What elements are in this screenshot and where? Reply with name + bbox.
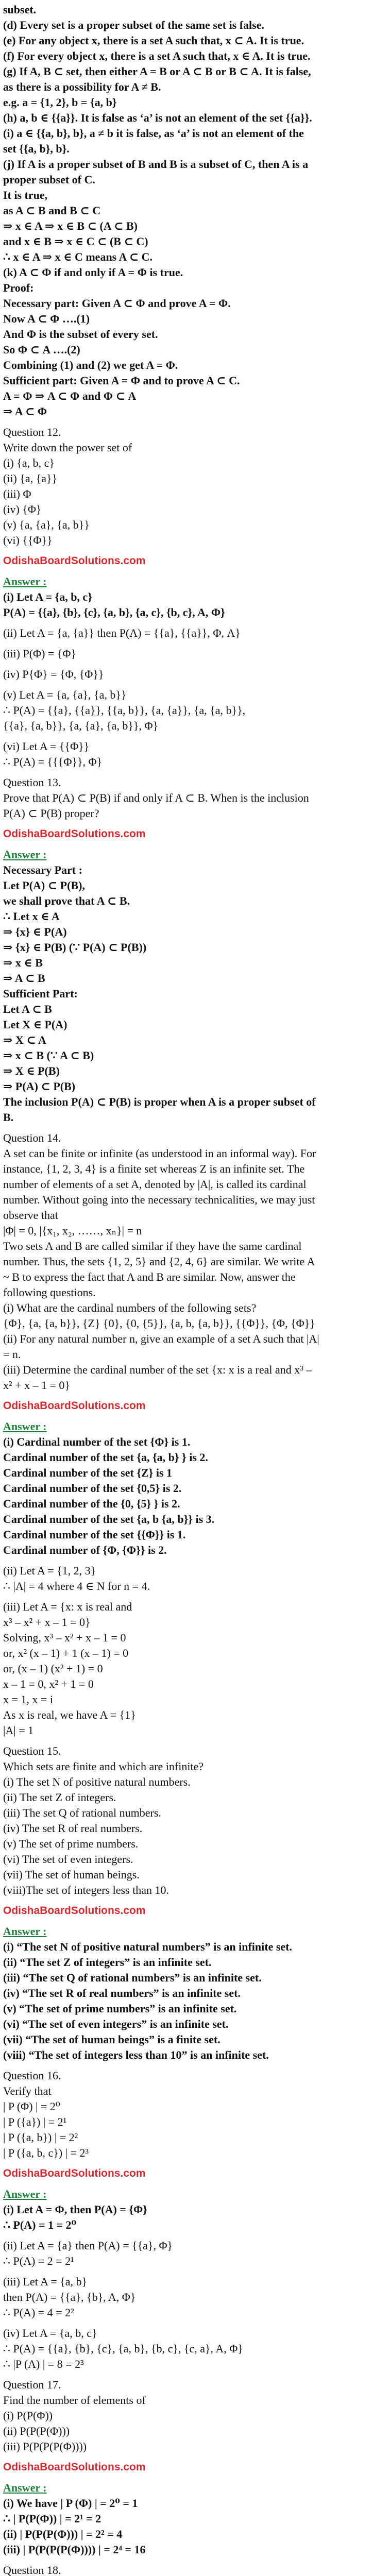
site-link[interactable]: OdishaBoardSolutions.com — [3, 828, 146, 840]
spacer — [3, 1594, 370, 1599]
answer-text-line: So Φ ⊂ A ….(2) — [3, 343, 80, 356]
question-text-line: Find the number of elements of — [3, 2394, 146, 2406]
question-text-line: Prove that P(A) ⊂ P(B) if and only if A ⊂ B. When is the inclusion — [3, 791, 309, 804]
question-text-line: ∴ P(A) = {{a}, {{a}}, {{a, b}}, {a, {a}}, {a, {a, b}}, — [3, 704, 246, 717]
question-text-line: ∴ |P (A) | = 8 = 2³ — [3, 2358, 84, 2370]
question-text-line: ∴ P(A) = {{{Φ}}, Φ} — [3, 755, 103, 768]
question-text-line: Question 17. — [3, 2378, 61, 2391]
answer-text-line: Let X ∈ P(A) — [3, 1018, 67, 1031]
question-text-line: x = 1, x = i — [3, 1693, 53, 1706]
question-text-line: (iv) Let A = {a, b, c} — [3, 2327, 97, 2340]
answer-text-line: Cardinal number of {Φ, {Φ}} is 2. — [3, 1544, 167, 1556]
spacer — [3, 1393, 370, 1398]
question-text-line: (vii) The set of human beings. — [3, 1868, 140, 1881]
question-text-line: (vi) The set of even integers. — [3, 1853, 133, 1866]
spacer — [3, 2557, 370, 2563]
question-text-line: Write down the power set of — [3, 441, 132, 454]
answer-text-line: ⇒ {x} ∈ P(B) (∵ P(A) ⊂ P(B)) — [3, 941, 147, 954]
spacer — [3, 2181, 370, 2187]
spacer — [3, 548, 370, 553]
answer-text-line: ⇒ x ∈ B — [3, 956, 43, 969]
answer-text-line: Sufficient part: Given A = Φ and to prove A ⊂ C. — [3, 374, 240, 387]
question-text-line: ~ B to express the fact that A and B are similar. Now, answer the — [3, 1270, 296, 1283]
question-text-line: |Φ| = 0, |{x₁, x₂, ……, xₙ}| = n — [3, 1224, 142, 1237]
answer-text-line: (i) Cardinal number of the set {Φ} is 1. — [3, 1435, 191, 1448]
answer-label: Answer : — [3, 1420, 47, 1433]
answer-label: Answer : — [3, 575, 47, 588]
question-text-line: (iv) {Φ} — [3, 503, 42, 516]
question-text-line: (iv) The set R of real numbers. — [3, 1822, 143, 1835]
question-text-line: instance, {1, 2, 3, 4} is a finite set whereas Z is an infinite set. The — [3, 1162, 305, 1175]
answer-text-line: ⇒ x ∈ A ⇒ x ∈ B ⊂ (A ⊂ B) — [3, 219, 138, 232]
question-text-line: |A| = 1 — [3, 1724, 34, 1737]
answer-label: Answer : — [3, 1925, 47, 1938]
answer-label: Answer : — [3, 2188, 47, 2200]
answer-text-line: B. — [3, 1111, 14, 1124]
question-text-line: Two sets A and B are called similar if they have the same cardinal — [3, 1240, 302, 1252]
site-link[interactable]: OdishaBoardSolutions.com — [3, 2167, 146, 2179]
question-text-line: ∴ P(A) = 2 = 2¹ — [3, 2255, 74, 2267]
spacer — [3, 2372, 370, 2377]
question-text-line: {{a}, {a, b}}, {a, {a}, {a, b}}, Φ} — [3, 719, 159, 732]
answer-text-line: subset. — [3, 3, 37, 16]
answer-text-line: Let P(A) ⊂ P(B), — [3, 879, 85, 892]
site-link[interactable]: OdishaBoardSolutions.com — [3, 1905, 146, 1917]
question-text-line: (iii) The set Q of rational numbers. — [3, 1806, 161, 1819]
answer-text-line: as there is a possibility for A ≠ B. — [3, 80, 161, 93]
question-text-line: Question 12. — [3, 426, 61, 438]
spacer — [3, 821, 370, 826]
question-text-line: (vi) {{Φ}} — [3, 534, 53, 547]
question-text-line: (v) The set of prime numbers. — [3, 1837, 139, 1850]
answer-text-line: (d) Every set is a proper subset of the same set is false. — [3, 19, 264, 31]
answer-text-line: e.g. a = {1, 2}, b = {a, b} — [3, 96, 117, 109]
question-text-line: (i) The set N of positive natural numbers. — [3, 1775, 191, 1788]
answer-text-line: (i) Let A = {a, b, c} — [3, 590, 92, 603]
question-text-line: x³ – x² + x – 1 = 0} — [3, 1616, 91, 1629]
question-text-line: ∴ P(A) = 4 = 2² — [3, 2306, 74, 2319]
question-text-line: (ii) Let A = {a} then P(A) = {{a}, Φ} — [3, 2239, 173, 2252]
question-text-line: (v) {a, {a}, {a, b}} — [3, 518, 90, 531]
answer-text-line: Cardinal number of the set {0,5} is 2. — [3, 1482, 182, 1495]
answer-text-line: And Φ is the subset of every set. — [3, 328, 158, 341]
answer-text-line: Combining (1) and (2) we get A = Φ. — [3, 359, 178, 371]
answer-text-line: (f) For every object x, there is a set A such that, x ∈ A. It is true. — [3, 49, 311, 62]
question-text-line: P(A) ⊂ P(B) proper? — [3, 807, 99, 820]
question-text-line: (iii) P(Φ) = {Φ} — [3, 647, 77, 660]
question-text-line: (ii) Let A = {a, {a}} then P(A) = {{a}, {{a}}, Φ, A} — [3, 626, 241, 639]
answer-text-line: Let A ⊂ B — [3, 1003, 52, 1015]
question-text-line: x² + x – 1 = 0} — [3, 1379, 70, 1392]
question-text-line: | P (Φ) | = 2⁰ — [3, 2100, 60, 2113]
answer-text-line: It is true, — [3, 189, 48, 201]
spacer — [3, 1919, 370, 1924]
answer-text-line: (iv) “The set R of real numbers” is an infinite set. — [3, 1987, 241, 1999]
spacer — [3, 2269, 370, 2274]
answer-text-line: (ii) “The set Z of integers” is an infinite set. — [3, 1956, 212, 1969]
question-text-line: ∴ |A| = 4 where 4 ∈ N for n = 4. — [3, 1580, 150, 1592]
answer-text-line: (i) “The set N of positive natural numbers” is an infinite set. — [3, 1940, 292, 1953]
question-text-line: x – 1 = 0, x² + 1 = 0 — [3, 1677, 94, 1690]
answer-text-line: proper subset of C. — [3, 173, 95, 186]
question-text-line: Solving, x³ – x² + x – 1 = 0 — [3, 1631, 126, 1644]
question-text-line: (ii) For any natural number n, give an example of a set A such that |A| — [3, 1332, 319, 1345]
answer-text-line: ⇒ P(A) ⊂ P(B) — [3, 1080, 76, 1093]
answer-text-line: The inclusion P(A) ⊂ P(B) is proper when A is a proper subset of — [3, 1095, 316, 1108]
answer-text-line: (g) If A, B ⊂ set, then either A = B or A ⊂ B or B ⊂ A. It is false, — [3, 65, 311, 78]
question-text-line: A set can be finite or infinite (as understood in an informal way). For — [3, 1147, 316, 1160]
question-text-line: (iii) Determine the cardinal number of the set {x: x is a real and x³ – — [3, 1363, 312, 1376]
question-text-line: ∴ P(A) = {{a}, {b}, {c}, {a, b}, {b, c}, {c, a}, A, Φ} — [3, 2342, 243, 2355]
spacer — [3, 842, 370, 847]
spacer — [3, 1558, 370, 1563]
answer-text-line: (i) We have | P (Φ) | = 2⁰ = 1 — [3, 2497, 138, 2510]
answer-text-line: ⇒ {x} ∈ P(A) — [3, 925, 67, 938]
question-text-line: (vi) Let A = {{Φ}} — [3, 740, 90, 753]
answer-text-line: set {{a, b}, b}. — [3, 142, 70, 155]
question-text-line: (viii)The set of integers less than 10. — [3, 1884, 169, 1896]
spacer — [3, 641, 370, 646]
question-text-line: | P ({a, b}) | = 2² — [3, 2131, 78, 2144]
answer-text-line: Sufficient Part: — [3, 987, 78, 1000]
answer-label: Answer : — [3, 848, 47, 861]
question-text-line: As x is real, we have A = {1} — [3, 1708, 136, 1721]
site-link[interactable]: OdishaBoardSolutions.com — [3, 555, 146, 567]
question-text-line: | P ({a, b, c}) | = 2³ — [3, 2146, 89, 2159]
answer-text-line: we shall prove that A ⊂ B. — [3, 894, 130, 907]
answer-text-line: Cardinal number of the set {a, {a, b} } is 2. — [3, 1451, 208, 1464]
answer-text-line: ∴ | P(P(Φ)) | = 2¹ = 2 — [3, 2512, 101, 2525]
answer-text-line: ⇒ X ∈ P(B) — [3, 1064, 60, 1077]
spacer — [3, 1125, 370, 1130]
question-text-line: (iii) Let A = {x: x is real and — [3, 1600, 132, 1613]
answer-text-line: (k) A ⊂ Φ if and only if A = Φ is true. — [3, 266, 183, 279]
spacer — [3, 682, 370, 687]
question-text-line: (ii) Let A = {1, 2, 3} — [3, 1564, 96, 1577]
question-text-line: Question 13. — [3, 776, 61, 789]
question-text-line: {Φ}, {a, {a, b}}, {Z} {0}, {0, {5}}, {a, b, {a, b}}, {{Φ}}, {Φ, {Φ}} — [3, 1317, 315, 1330]
answer-text-line: (e) For any object x, there is a set A such that, x ⊂ A. It is true. — [3, 34, 304, 47]
answer-text-line: (j) If A is a proper subset of B and B is a subset of C, then A is a — [3, 158, 309, 171]
answer-text-line: ⇒ A ⊂ Φ — [3, 405, 47, 418]
answer-text-line: Cardinal number of the set {Z} is 1 — [3, 1466, 173, 1479]
question-text-line: number. Without going into the necessary technicalities, we may just — [3, 1193, 315, 1206]
spacer — [3, 734, 370, 739]
answer-text-line: Proof: — [3, 281, 34, 294]
spacer — [3, 2475, 370, 2480]
answer-text-line: as A ⊂ B and B ⊂ C — [3, 204, 101, 217]
question-text-line: or, (x – 1) (x² + 1) = 0 — [3, 1662, 103, 1675]
answer-text-line: and x ∈ B ⇒ x ∈ C ⊂ (B ⊂ C) — [3, 235, 148, 248]
answer-text-line: (vii) “The set of human beings” is a finite set. — [3, 2033, 221, 2046]
answer-text-line: A = Φ ⇒ A ⊂ Φ and Φ ⊂ A — [3, 389, 137, 402]
question-text-line: (v) Let A = {a, {a}, {a, b}} — [3, 688, 127, 701]
answer-text-line: Necessary part: Given A ⊂ Φ and prove A = Φ. — [3, 297, 231, 310]
question-text-line: or, x² (x – 1) + 1 (x – 1) = 0 — [3, 1647, 129, 1659]
spacer — [3, 770, 370, 775]
site-link[interactable]: OdishaBoardSolutions.com — [3, 1400, 146, 1412]
question-text-line: = n. — [3, 1348, 21, 1361]
answer-text-line: ⇒ A ⊂ B — [3, 972, 45, 985]
answer-text-line: Necessary Part : — [3, 863, 82, 876]
spacer — [3, 1414, 370, 1419]
answer-text-line: (vi) “The set of even integers” is an infinite set. — [3, 2018, 229, 2030]
spacer — [3, 662, 370, 667]
question-text-line: (i) What are the cardinal numbers of the following sets? — [3, 1301, 257, 1314]
question-text-line: number of elements of a set A, denoted by |A|, is called its cardinal — [3, 1178, 307, 1191]
answer-text-line: Cardinal number of the set {{Φ}} is 1. — [3, 1528, 186, 1541]
question-text-line: Question 16. — [3, 2069, 61, 2082]
answer-text-line: (v) “The set of prime numbers” is an infinite set. — [3, 2002, 237, 2015]
answer-text-line: (iii) | P(P(P(P(Φ)))) | = 2⁴ = 16 — [3, 2543, 146, 2556]
question-text-line: (iii) Φ — [3, 487, 31, 500]
question-text-line: (ii) P(P(P(Φ))) — [3, 2425, 70, 2437]
spacer — [3, 569, 370, 574]
spacer — [3, 1738, 370, 1743]
answer-label: Answer : — [3, 2481, 47, 2494]
question-text-line: Question 18. — [3, 2564, 61, 2576]
answer-text-line: (i) Let A = Φ, then P(A) = {Φ} — [3, 2203, 147, 2216]
spacer — [3, 1898, 370, 1903]
spacer — [3, 2063, 370, 2068]
answer-text-line: (viii) “The set of integers less than 10” is an infinite set. — [3, 2048, 269, 2061]
question-text-line: then P(A) = {{a}, {b}, A, Φ} — [3, 2291, 136, 2303]
spacer — [3, 2320, 370, 2326]
question-text-line: number. Thus, the sets {1, 2, 5} and {2, 4, 6} are similar. We write A — [3, 1255, 315, 1268]
question-text-line: Which sets are finite and which are infinite? — [3, 1760, 204, 1773]
answer-text-line: ∴ P(A) = 1 = 2⁰ — [3, 2218, 77, 2231]
question-text-line: (iv) P{Φ} = {Φ, {Φ}} — [3, 668, 104, 681]
answer-text-line: ∴ x ∈ A ⇒ x ∈ C means A ⊂ C. — [3, 250, 153, 263]
question-text-line: (ii) {a, {a}} — [3, 472, 58, 485]
spacer — [3, 2454, 370, 2460]
question-text-line: Verify that — [3, 2084, 52, 2097]
question-text-line: Question 15. — [3, 1744, 61, 1757]
answer-text-line: ∴ Let x ∈ A — [3, 910, 60, 923]
answer-text-line: (ii) | P(P(P(Φ))) | = 2² = 4 — [3, 2528, 123, 2540]
question-text-line: (i) P(P(Φ)) — [3, 2409, 53, 2422]
question-text-line: (ii) The set Z of integers. — [3, 1791, 116, 1804]
answer-text-line: ⇒ X ⊂ A — [3, 1033, 46, 1046]
question-text-line: Question 14. — [3, 1131, 61, 1144]
question-text-line: (i) {a, b, c} — [3, 456, 55, 469]
answer-text-line: ⇒ x ⊂ B (∵ A ⊂ B) — [3, 1049, 94, 1062]
spacer — [3, 2161, 370, 2166]
answer-text-line: Cardinal number of the set {a, b {a, b}} is 3. — [3, 1513, 215, 1526]
spacer — [3, 620, 370, 625]
answer-text-line: (i) a ∈ {{a, b}, b}, a ≠ b it is false, as ‘a’ is not an element of the — [3, 127, 304, 140]
answer-text-line: Cardinal number of the {0, {5} } is 2. — [3, 1497, 180, 1510]
spacer — [3, 2233, 370, 2238]
answer-text-line: (iii) “The set Q of rational numbers” is an infinite set. — [3, 1971, 262, 1984]
question-text-line: following questions. — [3, 1286, 96, 1299]
question-text-line: observe that — [3, 1209, 58, 1222]
answer-text-line: Now A ⊂ Φ ….(1) — [3, 312, 90, 325]
site-link[interactable]: OdishaBoardSolutions.com — [3, 2461, 146, 2473]
answer-text-line: P(A) = {{a}, {b}, {c}, {a, b}, {a, c}, {b, c}, A, Φ} — [3, 606, 225, 619]
question-text-line: (iii) P(P(P(P(Φ)))) — [3, 2440, 87, 2453]
question-text-line: (iii) Let A = {a, b} — [3, 2275, 88, 2288]
question-text-line: | P ({a}) | = 2¹ — [3, 2115, 67, 2128]
spacer — [3, 419, 370, 425]
answer-text-line: (h) a, b ∈ {{a}}. It is false as ‘a’ is not an element of the set {{a}}. — [3, 111, 312, 124]
